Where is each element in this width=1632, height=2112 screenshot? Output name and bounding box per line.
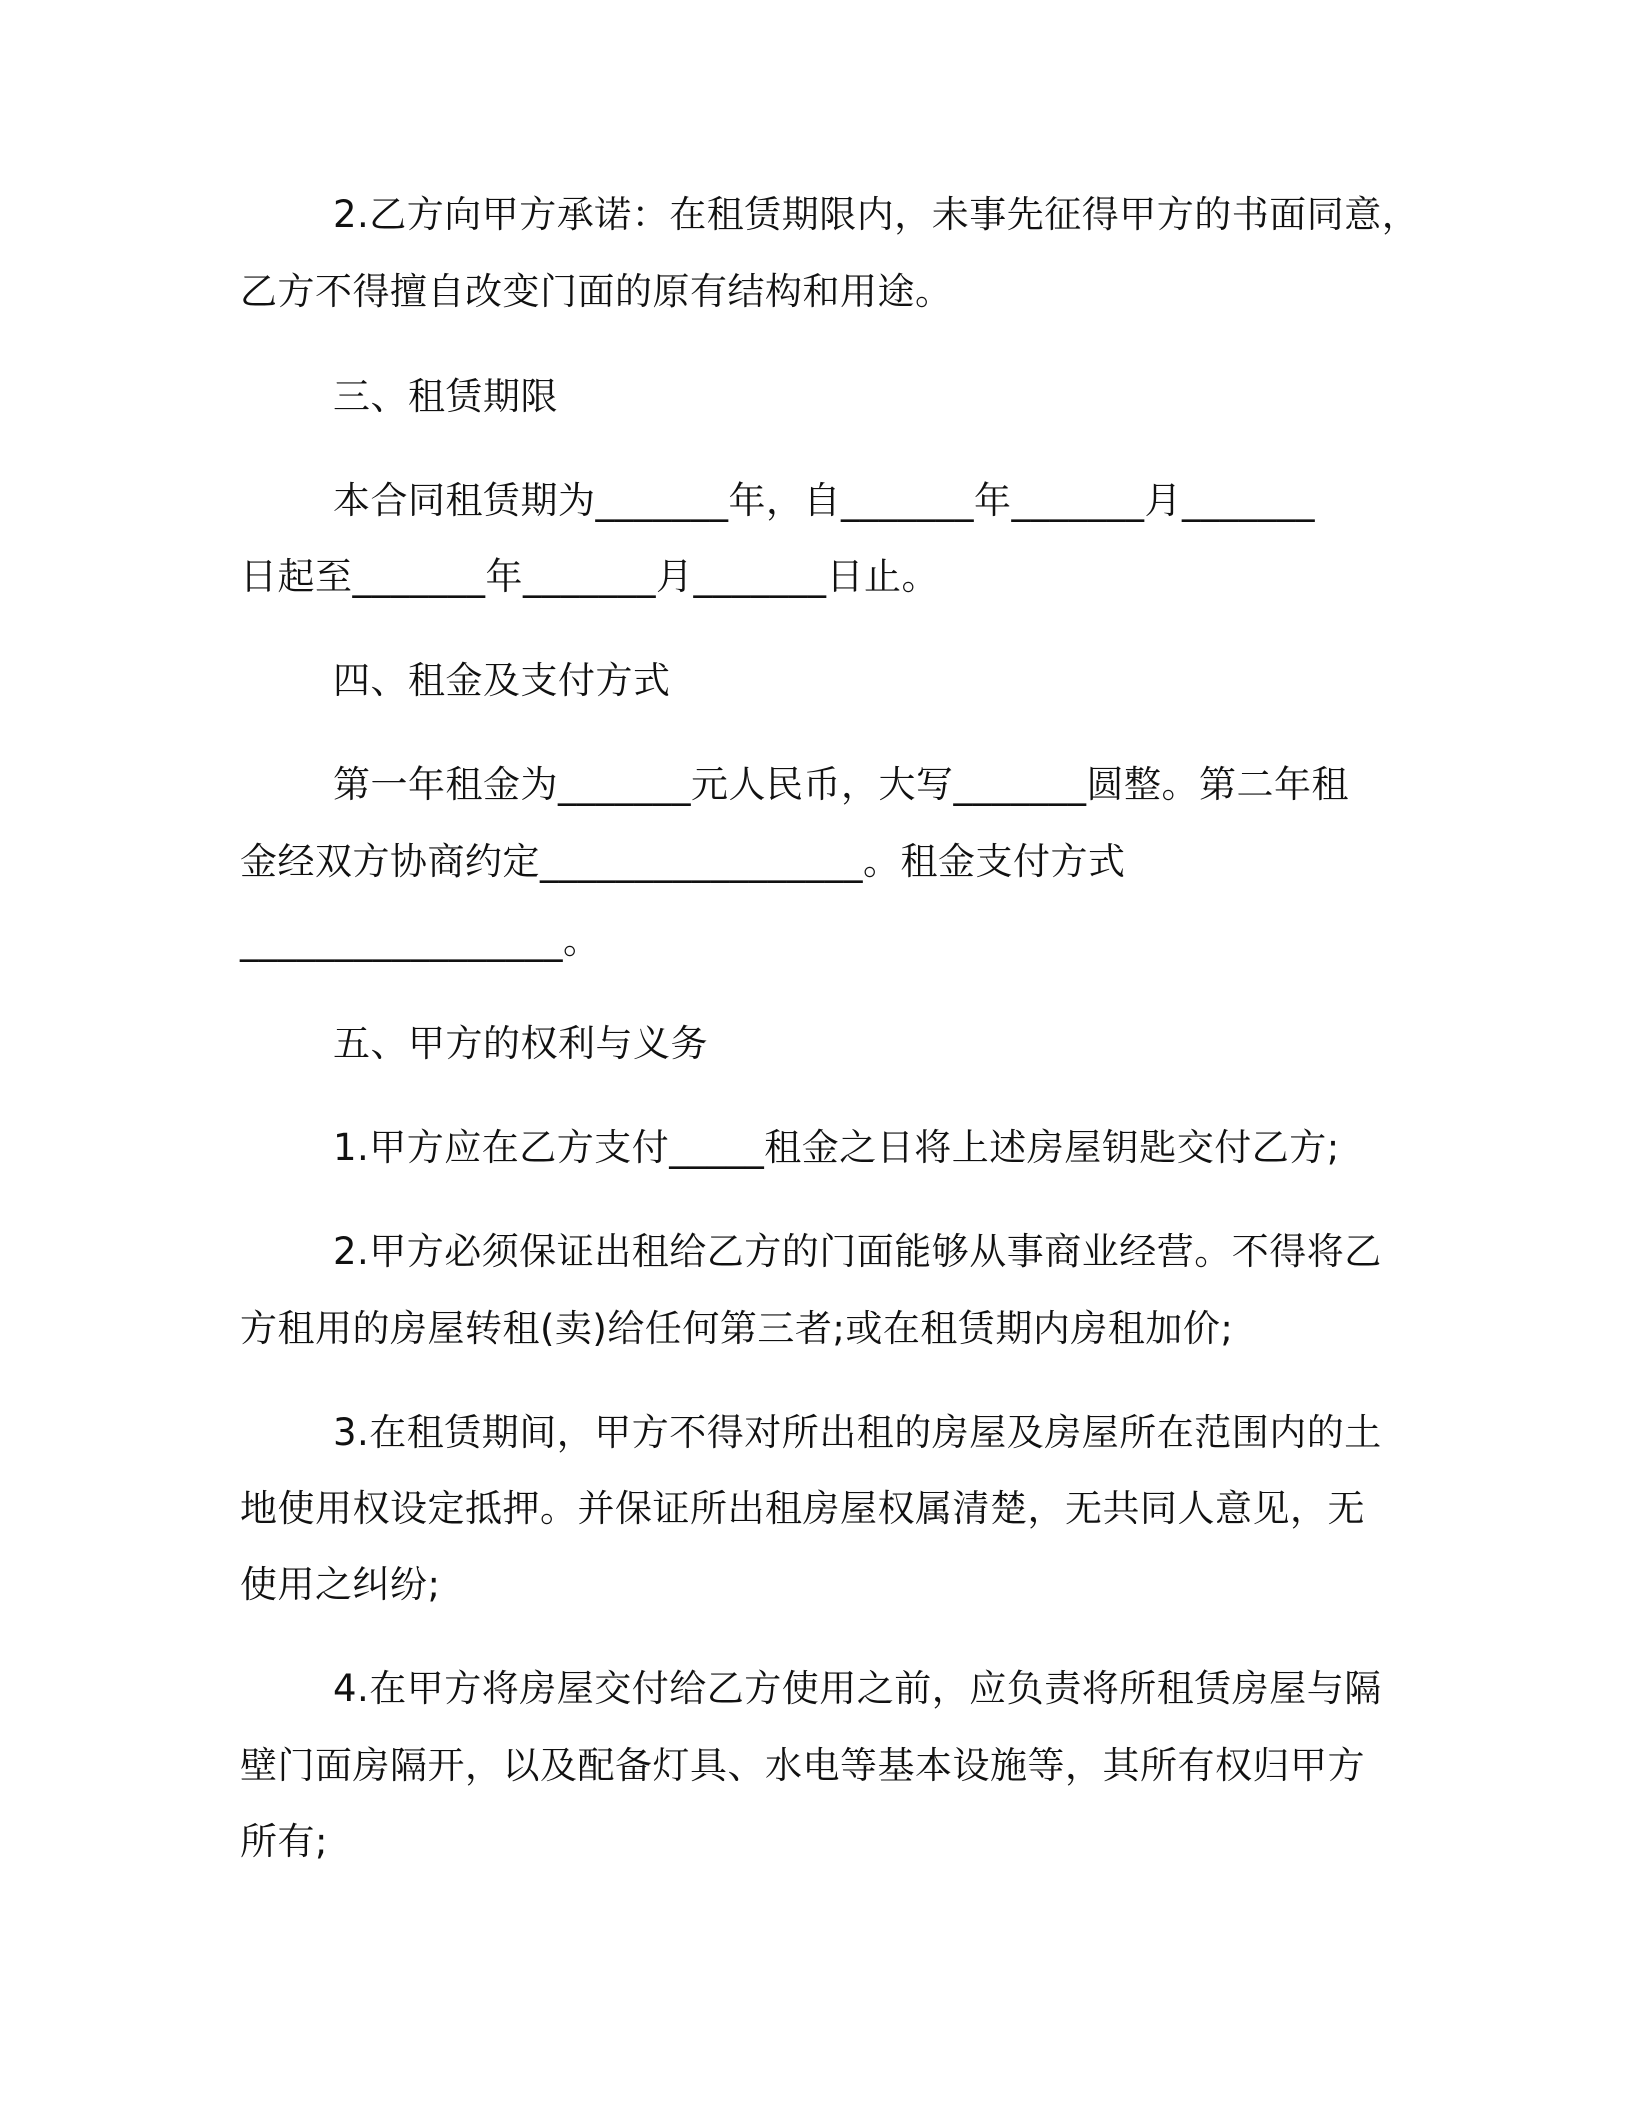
party-a-duty-4-line-3: 所有; bbox=[240, 1820, 328, 1863]
lease-term-line-1: 本合同租赁期为_______年，自_______年_______月_______ bbox=[333, 479, 1315, 522]
party-a-duty-1: 1.甲方应在乙方支付_____租金之日将上述房屋钥匙交付乙方; bbox=[333, 1126, 1340, 1169]
rent-line-1: 第一年租金为_______元人民币，大写_______圆整。第二年租 bbox=[333, 763, 1349, 806]
rent-line-2: 金经双方协商约定_________________。租金支付方式 bbox=[240, 840, 1126, 883]
lease-term-line-2: 日起至_______年_______月_______日止。 bbox=[240, 555, 939, 598]
party-a-duty-3-line-3: 使用之纠纷; bbox=[240, 1563, 441, 1606]
party-a-duty-2-line-1: 2.甲方必须保证出租给乙方的门面能够从事商业经营。不得将乙 bbox=[333, 1230, 1382, 1273]
section-5-heading: 五、甲方的权利与义务 bbox=[333, 1022, 708, 1065]
section-4-heading: 四、租金及支付方式 bbox=[333, 659, 671, 702]
party-a-duty-2-line-2: 方租用的房屋转租(卖)给任何第三者;或在租赁期内房租加价; bbox=[240, 1307, 1234, 1350]
clause-2-promise-line-1: 2.乙方向甲方承诺：在租赁期限内，未事先征得甲方的书面同意， bbox=[333, 193, 1420, 236]
rent-line-3: _________________。 bbox=[240, 919, 601, 962]
party-a-duty-3-line-1: 3.在租赁期间，甲方不得对所出租的房屋及房屋所在范围内的土 bbox=[333, 1411, 1382, 1454]
party-a-duty-4-line-2: 壁门面房隔开，以及配备灯具、水电等基本设施等，其所有权归甲方 bbox=[240, 1744, 1365, 1787]
section-3-heading: 三、租赁期限 bbox=[333, 375, 558, 418]
party-a-duty-3-line-2: 地使用权设定抵押。并保证所出租房屋权属清楚，无共同人意见，无 bbox=[240, 1487, 1365, 1530]
clause-2-promise-line-2: 乙方不得擅自改变门面的原有结构和用途。 bbox=[240, 270, 953, 313]
party-a-duty-4-line-1: 4.在甲方将房屋交付给乙方使用之前，应负责将所租赁房屋与隔 bbox=[333, 1667, 1382, 1710]
